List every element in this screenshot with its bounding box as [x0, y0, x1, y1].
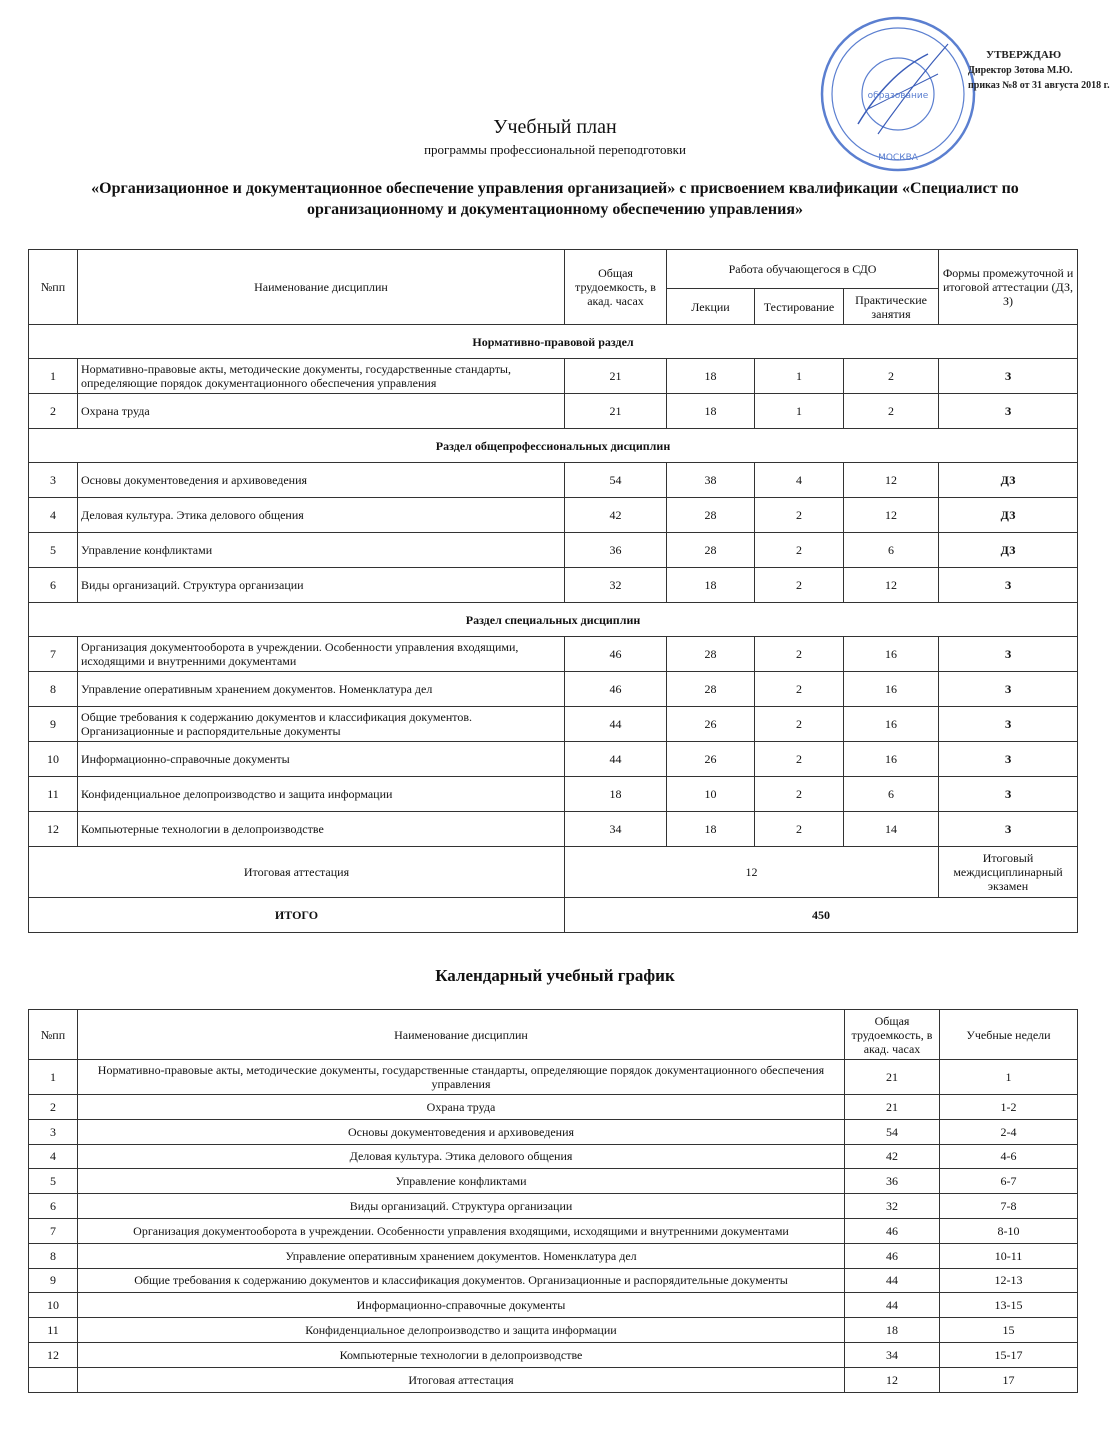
- row-practical: 12: [844, 498, 939, 533]
- row-num: 5: [29, 533, 78, 568]
- row-name: Управление конфликтами: [78, 533, 565, 568]
- row-weeks: 1: [940, 1060, 1078, 1095]
- row-form: З: [939, 707, 1078, 742]
- row-lectures: 38: [667, 463, 755, 498]
- cal-header-weeks: Учебные недели: [940, 1010, 1078, 1060]
- row-weeks: 15: [940, 1318, 1078, 1343]
- row-total: 46: [565, 637, 667, 672]
- row-num: 11: [29, 777, 78, 812]
- row-name: Информационно-справочные документы: [78, 1293, 845, 1318]
- row-form: З: [939, 568, 1078, 603]
- row-form: З: [939, 812, 1078, 847]
- row-num: 10: [29, 1293, 78, 1318]
- table-row: [29, 533, 1078, 568]
- row-num: 3: [29, 1119, 78, 1144]
- cal-header-num: №пп: [29, 1010, 78, 1060]
- row-name: Деловая культура. Этика делового общения: [78, 498, 565, 533]
- page-title: Учебный план: [493, 116, 617, 138]
- row-form: ДЗ: [939, 463, 1078, 498]
- table-row: [29, 568, 1078, 603]
- row-total: 34: [845, 1342, 940, 1367]
- row-num: 2: [29, 394, 78, 429]
- row-lectures: 18: [667, 812, 755, 847]
- table-row: [29, 812, 1078, 847]
- table-row: [29, 394, 1078, 429]
- table-row: [29, 1243, 1078, 1268]
- row-testing: 2: [755, 742, 844, 777]
- svg-text:МОСКВА: МОСКВА: [878, 153, 918, 163]
- row-total: 36: [565, 533, 667, 568]
- table-row: [29, 1367, 1078, 1392]
- row-practical: 12: [844, 568, 939, 603]
- table-row: [29, 777, 1078, 812]
- row-name: Нормативно-правовые акты, методические документы, государственные стандарты, определяющие порядок документационного обеспечения управления: [78, 359, 565, 394]
- row-total: 44: [845, 1268, 940, 1293]
- row-total: 42: [565, 498, 667, 533]
- row-name: Нормативно-правовые акты, методические документы, государственные стандарты, определяющие порядок документационного обеспечения управления: [78, 1060, 845, 1095]
- row-lectures: 26: [667, 707, 755, 742]
- row-weeks: 10-11: [940, 1243, 1078, 1268]
- section-header: Нормативно-правовой раздел: [29, 325, 1078, 359]
- table-row: [29, 742, 1078, 777]
- row-name: Компьютерные технологии в делопроизводстве: [78, 812, 565, 847]
- row-weeks: 13-15: [940, 1293, 1078, 1318]
- row-weeks: 1-2: [940, 1095, 1078, 1120]
- row-num: 8: [29, 672, 78, 707]
- row-practical: 16: [844, 672, 939, 707]
- row-name: Организация документооборота в учреждении. Особенности управления входящими, исходящими и внутренними документами: [78, 1218, 845, 1243]
- row-total: 54: [845, 1119, 940, 1144]
- row-name: Компьютерные технологии в делопроизводстве: [78, 1342, 845, 1367]
- approve-director: Директор Зотова М.Ю.: [968, 65, 1073, 76]
- row-name: Конфиденциальное делопроизводство и защита информации: [78, 777, 565, 812]
- row-lectures: 28: [667, 533, 755, 568]
- row-practical: 6: [844, 533, 939, 568]
- row-total: 46: [565, 672, 667, 707]
- row-lectures: 18: [667, 394, 755, 429]
- row-name: Итоговая аттестация: [78, 1367, 845, 1392]
- row-name: Управление оперативным хранением документов. Номенклатура дел: [78, 1243, 845, 1268]
- row-weeks: 7-8: [940, 1194, 1078, 1219]
- row-weeks: 4-6: [940, 1144, 1078, 1169]
- row-testing: 2: [755, 707, 844, 742]
- row-total: 46: [845, 1218, 940, 1243]
- plan-header-num: №пп: [29, 250, 78, 325]
- calendar-table: [28, 1009, 1078, 1393]
- row-num: 5: [29, 1169, 78, 1194]
- row-testing: 2: [755, 672, 844, 707]
- row-lectures: 18: [667, 359, 755, 394]
- row-name: Конфиденциальное делопроизводство и защита информации: [78, 1318, 845, 1343]
- cal-header-name: Наименование дисциплин: [78, 1010, 845, 1060]
- total-label: ИТОГО: [29, 898, 565, 933]
- row-name: Виды организаций. Структура организации: [78, 568, 565, 603]
- row-weeks: 12-13: [940, 1268, 1078, 1293]
- row-lectures: 10: [667, 777, 755, 812]
- row-practical: 16: [844, 742, 939, 777]
- row-name: Виды организаций. Структура организации: [78, 1194, 845, 1219]
- section-header: Раздел общепрофессиональных дисциплин: [29, 429, 1078, 463]
- row-num: 11: [29, 1318, 78, 1343]
- final-attestation-form: Итоговый междисциплинарный экзамен: [939, 847, 1078, 898]
- row-num: 6: [29, 1194, 78, 1219]
- row-practical: 14: [844, 812, 939, 847]
- plan-header-sdo: Работа обучающегося в СДО: [667, 250, 939, 289]
- row-form: З: [939, 359, 1078, 394]
- row-total: 36: [845, 1169, 940, 1194]
- row-form: З: [939, 394, 1078, 429]
- total-row: [29, 898, 1078, 933]
- row-lectures: 28: [667, 672, 755, 707]
- calendar-title: Календарный учебный график: [435, 966, 675, 985]
- total-hours: 450: [565, 898, 1078, 933]
- page-subtitle: программы профессиональной переподготовки: [424, 142, 686, 157]
- row-name: Информационно-справочные документы: [78, 742, 565, 777]
- row-num: 12: [29, 1342, 78, 1367]
- row-lectures: 26: [667, 742, 755, 777]
- row-total: 32: [565, 568, 667, 603]
- row-lectures: 28: [667, 637, 755, 672]
- program-title: «Организационное и документационное обеспечение управления организацией» с присвоением квалификации «Специалист по организационному и документационному обеспечению управления»: [91, 180, 1019, 218]
- row-total: 18: [845, 1318, 940, 1343]
- svg-text:образование: образование: [867, 91, 929, 101]
- row-testing: 2: [755, 637, 844, 672]
- row-num: 7: [29, 1218, 78, 1243]
- row-num: 1: [29, 1060, 78, 1095]
- table-row: [29, 1194, 1078, 1219]
- row-testing: 4: [755, 463, 844, 498]
- row-name: Деловая культура. Этика делового общения: [78, 1144, 845, 1169]
- row-total: 34: [565, 812, 667, 847]
- section-header: Раздел специальных дисциплин: [29, 603, 1078, 637]
- row-weeks: 8-10: [940, 1218, 1078, 1243]
- table-row: [29, 637, 1078, 672]
- row-total: 12: [845, 1367, 940, 1392]
- row-total: 46: [845, 1243, 940, 1268]
- row-form: З: [939, 637, 1078, 672]
- row-name: Управление конфликтами: [78, 1169, 845, 1194]
- row-testing: 2: [755, 812, 844, 847]
- row-num: 9: [29, 1268, 78, 1293]
- row-total: 21: [565, 359, 667, 394]
- row-total: 21: [565, 394, 667, 429]
- row-practical: 16: [844, 707, 939, 742]
- row-num: 7: [29, 637, 78, 672]
- row-num: 6: [29, 568, 78, 603]
- row-num: 4: [29, 1144, 78, 1169]
- row-weeks: 2-4: [940, 1119, 1078, 1144]
- row-num: [29, 1367, 78, 1392]
- approve-order: приказ №8 от 31 августа 2018 г.: [968, 80, 1110, 91]
- row-weeks: 17: [940, 1367, 1078, 1392]
- row-form: ДЗ: [939, 533, 1078, 568]
- row-form: ДЗ: [939, 498, 1078, 533]
- row-testing: 1: [755, 394, 844, 429]
- row-name: Основы документоведения и архивоведения: [78, 463, 565, 498]
- final-attestation-hours: 12: [565, 847, 939, 898]
- table-row: [29, 1268, 1078, 1293]
- row-testing: 2: [755, 498, 844, 533]
- row-num: 1: [29, 359, 78, 394]
- row-practical: 16: [844, 637, 939, 672]
- table-row: [29, 1095, 1078, 1120]
- row-total: 44: [845, 1293, 940, 1318]
- table-row: [29, 1342, 1078, 1367]
- row-name: Охрана труда: [78, 1095, 845, 1120]
- row-total: 54: [565, 463, 667, 498]
- table-row: [29, 1144, 1078, 1169]
- final-attestation-row: [29, 847, 1078, 898]
- row-num: 10: [29, 742, 78, 777]
- row-num: 12: [29, 812, 78, 847]
- plan-header-practical: Практические занятия: [844, 289, 939, 325]
- row-weeks: 15-17: [940, 1342, 1078, 1367]
- row-num: 3: [29, 463, 78, 498]
- row-weeks: 6-7: [940, 1169, 1078, 1194]
- plan-header-name: Наименование дисциплин: [78, 250, 565, 325]
- row-num: 4: [29, 498, 78, 533]
- table-row: [29, 1060, 1078, 1095]
- table-row: [29, 359, 1078, 394]
- row-total: 21: [845, 1095, 940, 1120]
- row-testing: 2: [755, 777, 844, 812]
- row-num: 9: [29, 707, 78, 742]
- row-testing: 2: [755, 533, 844, 568]
- row-form: З: [939, 777, 1078, 812]
- row-testing: 1: [755, 359, 844, 394]
- row-practical: 2: [844, 394, 939, 429]
- cal-header-total: Общая трудоемкость, в акад. часах: [845, 1010, 940, 1060]
- plan-header-testing: Тестирование: [755, 289, 844, 325]
- plan-header-lectures: Лекции: [667, 289, 755, 325]
- row-name: Охрана труда: [78, 394, 565, 429]
- row-num: 8: [29, 1243, 78, 1268]
- table-row: [29, 498, 1078, 533]
- row-name: Управление оперативным хранением документов. Номенклатура дел: [78, 672, 565, 707]
- row-total: 44: [565, 707, 667, 742]
- row-total: 42: [845, 1144, 940, 1169]
- row-total: 44: [565, 742, 667, 777]
- curriculum-table: [28, 249, 1078, 933]
- table-row: [29, 1169, 1078, 1194]
- row-num: 2: [29, 1095, 78, 1120]
- row-name: Организация документооборота в учреждении. Особенности управления входящими, исходящими и внутренними документами: [78, 637, 565, 672]
- row-total: 21: [845, 1060, 940, 1095]
- approval-block: [958, 48, 1110, 93]
- row-name: Общие требования к содержанию документов и классификация документов. Организационные и распорядительные документы: [78, 707, 565, 742]
- row-practical: 6: [844, 777, 939, 812]
- row-name: Общие требования к содержанию документов и классификация документов. Организационные и распорядительные документы: [78, 1268, 845, 1293]
- row-lectures: 18: [667, 568, 755, 603]
- row-total: 18: [565, 777, 667, 812]
- row-testing: 2: [755, 568, 844, 603]
- plan-header-forms: Формы промежуточной и итоговой аттестации (ДЗ, З): [939, 250, 1078, 325]
- row-name: Основы документоведения и архивоведения: [78, 1119, 845, 1144]
- row-form: З: [939, 742, 1078, 777]
- table-row: [29, 1218, 1078, 1243]
- final-attestation-label: Итоговая аттестация: [29, 847, 565, 898]
- row-form: З: [939, 672, 1078, 707]
- table-row: [29, 1119, 1078, 1144]
- table-row: [29, 1318, 1078, 1343]
- table-row: [29, 1293, 1078, 1318]
- plan-header-total: Общая трудоемкость, в акад. часах: [565, 250, 667, 325]
- row-lectures: 28: [667, 498, 755, 533]
- row-practical: 12: [844, 463, 939, 498]
- approve-title: УТВЕРЖДАЮ: [986, 49, 1062, 61]
- table-row: [29, 463, 1078, 498]
- table-row: [29, 707, 1078, 742]
- row-total: 32: [845, 1194, 940, 1219]
- table-row: [29, 672, 1078, 707]
- row-practical: 2: [844, 359, 939, 394]
